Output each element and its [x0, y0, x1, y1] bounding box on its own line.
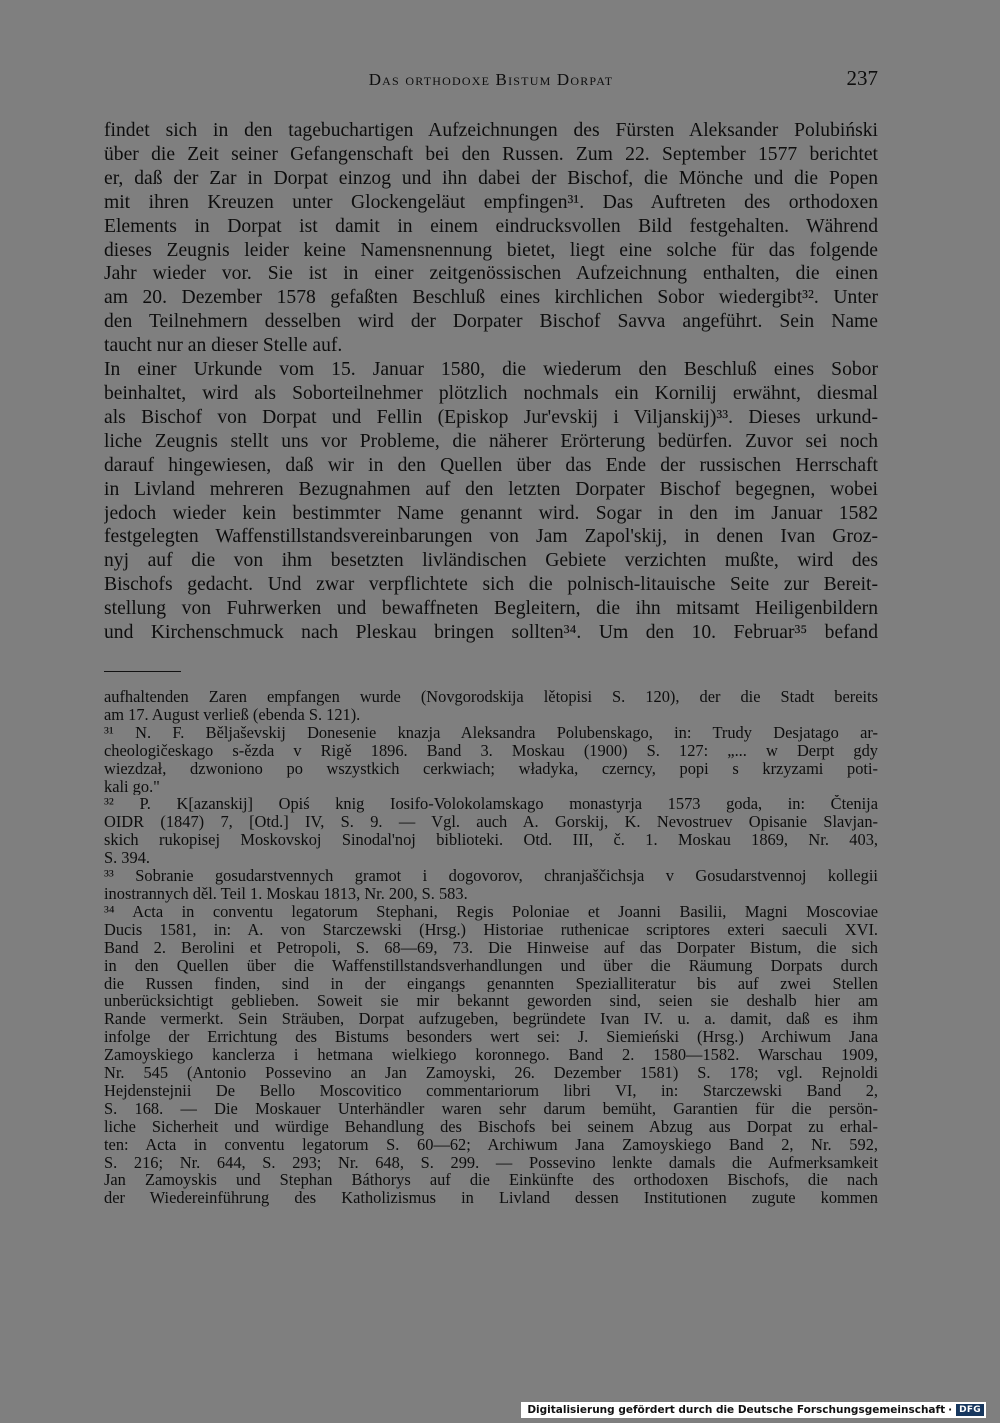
body-line: In einer Urkunde vom 15. Januar 1580, die wiederum den Beschluß eines Sobor	[104, 359, 878, 381]
credit-separator: ·	[948, 1404, 953, 1416]
footnote-line: der Wiedereinführung des Katholizismus in Livland dessen Institutionen zugute kommen	[104, 1189, 878, 1208]
footnote-line: skich rukopisej Moskovskoj Sinodal'noj biblioteki. Otd. III, č. 1. Moskau 1869, Nr. 403,	[104, 831, 878, 850]
footnote-line: ³¹ N. F. Běljaševskij Donesenie knazja Aleksandra Polubenskago, in: Trudy Desjatago ar-	[104, 723, 878, 742]
body-line: Bischofs gedacht. Und zwar verpflichtete sich die polnisch-litauische Seite zur Bereit-	[104, 574, 878, 596]
body-line: über die Zeit seiner Gefangenschaft bei den Russen. Zum 22. September 1577 berichtet	[104, 143, 878, 165]
footnote-line: wiezdzał, dzwoniono po wszystkich cerkwiach; władyka, czerncy, popi s krzyzami poti-	[104, 759, 878, 778]
footnote-line: kali go."	[104, 777, 160, 796]
digitization-credit	[521, 1402, 986, 1418]
body-line: den Teilnehmern desselben wird der Dorpater Bischof Savva angeführt. Sein Name	[104, 311, 878, 333]
dfg-logo-icon: DFG	[956, 1404, 984, 1416]
body-line: nyj auf die von ihm besetzten livländischen Gebiete verzichten mußte, wird des	[104, 550, 878, 572]
body-line: als Bischof von Dorpat und Fellin (Episkop Jur'evskij i Viljanskij)³³. Dieses urkund-	[104, 406, 878, 428]
body-line: findet sich in den tagebuchartigen Aufzeichnungen des Fürsten Aleksander Polubiński	[104, 120, 878, 141]
footnote-line: Jan Zamoyskis und Stephan Báthorys auf die Einkünfte des orthodoxen Bischofs, die nach	[104, 1171, 878, 1190]
footnote-line: S. 168. — Die Moskauer Unterhändler waren sehr darum bemüht, Garantien für die persön-	[104, 1099, 878, 1118]
footnote-line: ³² P. K[azanskij] Opiś knig Iosifo-Volokolamskago monastyrja 1573 goda, in: Čtenija	[104, 795, 878, 814]
body-line: liche Zeugnis stellt uns vor Probleme, die näherer Erörterung bedürfen. Zuvor sei noch	[104, 430, 878, 452]
running-title: Das orthodoxe Bistum Dorpat	[368, 70, 614, 89]
body-line: am 20. Dezember 1578 gefaßten Beschluß eines kirchlichen Sobor wiedergibt³². Unter	[104, 287, 878, 309]
footnote-line: aufhaltenden Zaren empfangen wurde (Novgorodskija lětopisi S. 120), der die Stadt bereits	[104, 688, 878, 706]
footnote-line: Hejdenstejnii De Bello Moscovitico commentariorum libri VI, in: Starczewski Band 2,	[104, 1081, 878, 1100]
body-line: und Kirchenschmuck nach Pleskau bringen sollten³⁴. Um den 10. Februar³⁵ befand	[104, 622, 878, 644]
footnote-line: ³⁴ Acta in conventu legatorum Stephani, Regis Poloniae et Joanni Basilii, Magni Moscoviae	[104, 902, 878, 921]
body-line: festgelegten Waffenstillstandsvereinbarungen von Jam Zapol'skij, in denen Ivan Groz-	[104, 526, 878, 548]
footnote-line: OIDR (1847) 7, [Otd.] IV, S. 9. — Vgl. auch A. Gorskij, K. Nevostruev Opisanie Slavjan-	[104, 813, 878, 832]
footnote-line: Nr. 545 (Antonio Possevino an Jan Zamoyski, 26. Dezember 1581) S. 178; vgl. Rejnoldi	[104, 1064, 878, 1082]
body-line: darauf hingewiesen, daß wir in den Quellen über das Ende der russischen Herrschaft	[104, 454, 878, 476]
footnote-line: ten: Acta in conventu legatorum S. 60—62; Archiwum Jana Zamoyskiego Band 2, Nr. 592,	[104, 1135, 878, 1154]
footnote-line: am 17. August verließ (ebenda S. 121).	[104, 705, 361, 724]
body-line: in Livland mehreren Bezugnahmen auf den letzten Dorpater Bischof begegnen, wobei	[104, 478, 878, 500]
footnote-line: unberücksichtigt geblieben. Soweit sie mir bekannt geworden sind, seien sie deshalb hier am	[104, 992, 878, 1011]
body-line: mit ihren Kreuzen unter Glockengeläut empfingen³¹. Das Auftreten des orthodoxen	[104, 191, 878, 213]
body-line: taucht nur an dieser Stelle auf.	[104, 335, 343, 357]
footnote-line: S. 394.	[104, 849, 150, 868]
body-line: beinhaltet, wird als Soborteilnehmer plötzlich nochmals ein Kornilij erwähnt, diesmal	[104, 382, 878, 404]
body-line: Jahr wieder vor. Sie ist in einer zeitgenössischen Aufzeichnung enthalten, die einen	[104, 263, 878, 285]
footnote-line: Band 2. Berolini et Petropoli, S. 68—69, 73. Die Hinweise auf das Dorpater Bistum, die sich	[104, 938, 878, 957]
footnotes	[104, 688, 878, 1207]
footnote-line: Zamoyskiego kanclerza i hetmana wielkiego koronnego. Band 2. 1580—1582. Warschau 1909,	[104, 1046, 878, 1065]
body-line: jedoch wieder kein bestimmter Name genannt wird. Sogar in den im Januar 1582	[104, 502, 878, 524]
footnote-line: S. 216; Nr. 644, S. 293; Nr. 648, S. 299. — Possevino lenkte damals die Aufmerksamkeit	[104, 1153, 878, 1172]
running-head	[104, 66, 878, 96]
footnote-separator	[104, 671, 181, 672]
footnote-line: liche Sicherheit und würdige Behandlung des Bischofs bei seinem Abzug aus Dorpat zu erhal-	[104, 1117, 878, 1136]
footnote-line: ³³ Sobranie gosudarstvennych gramot i dogovorov, chranjaščichsja v Gosudarstvennoj kollegii	[104, 867, 878, 885]
footnote-line: die Russen finden, sind in der eingangs genannten Spezialliteratur bis auf zwei Stellen	[104, 974, 878, 993]
page-number: 237	[846, 66, 878, 90]
footnote-line: cheologičeskago s-ězda v Rigě 1896. Band 3. Moskau (1900) S. 127: „... w Derpt gdy	[104, 741, 878, 760]
footnote-line: Ducis 1581, in: A. von Starczewski (Hrsg.) Historiae ruthenicae scriptores exteri saeculi XVI.	[104, 920, 878, 939]
body-text	[104, 119, 878, 645]
body-line: dieses Zeugnis leider keine Namensnennung bietet, liegt eine solche für das folgende	[104, 239, 878, 261]
body-line: er, daß der Zar in Dorpat einzog und ihn dabei der Bischof, die Mönche und die Popen	[104, 167, 878, 189]
footnote-line: in den Quellen über die Waffenstillstandsverhandlungen und über die Räumung Dorpats durch	[104, 956, 878, 975]
credit-text: Digitalisierung gefördert durch die Deutsche Forschungsgemeinschaft	[527, 1404, 946, 1416]
footnote-line: Rande vermerkt. Sein Sträuben, Dorpat aufzugeben, begründete Ivan IV. u. a. damit, daß es ihm	[104, 1010, 878, 1029]
footnote-line: infolge der Errichtung des Bistums besonders wert sei: J. Siemieński (Hrsg.) Archiwum Jana	[104, 1028, 878, 1047]
body-line: Elements in Dorpat ist damit in einem eindrucksvollen Bild festgehalten. Während	[104, 215, 878, 237]
footnote-line: inostrannych děl. Teil 1. Moskau 1813, Nr. 200, S. 583.	[104, 884, 468, 903]
body-line: stellung von Fuhrwerken und bewaffneten Begleitern, die ihn mitsamt Heiligenbildern	[104, 598, 878, 620]
